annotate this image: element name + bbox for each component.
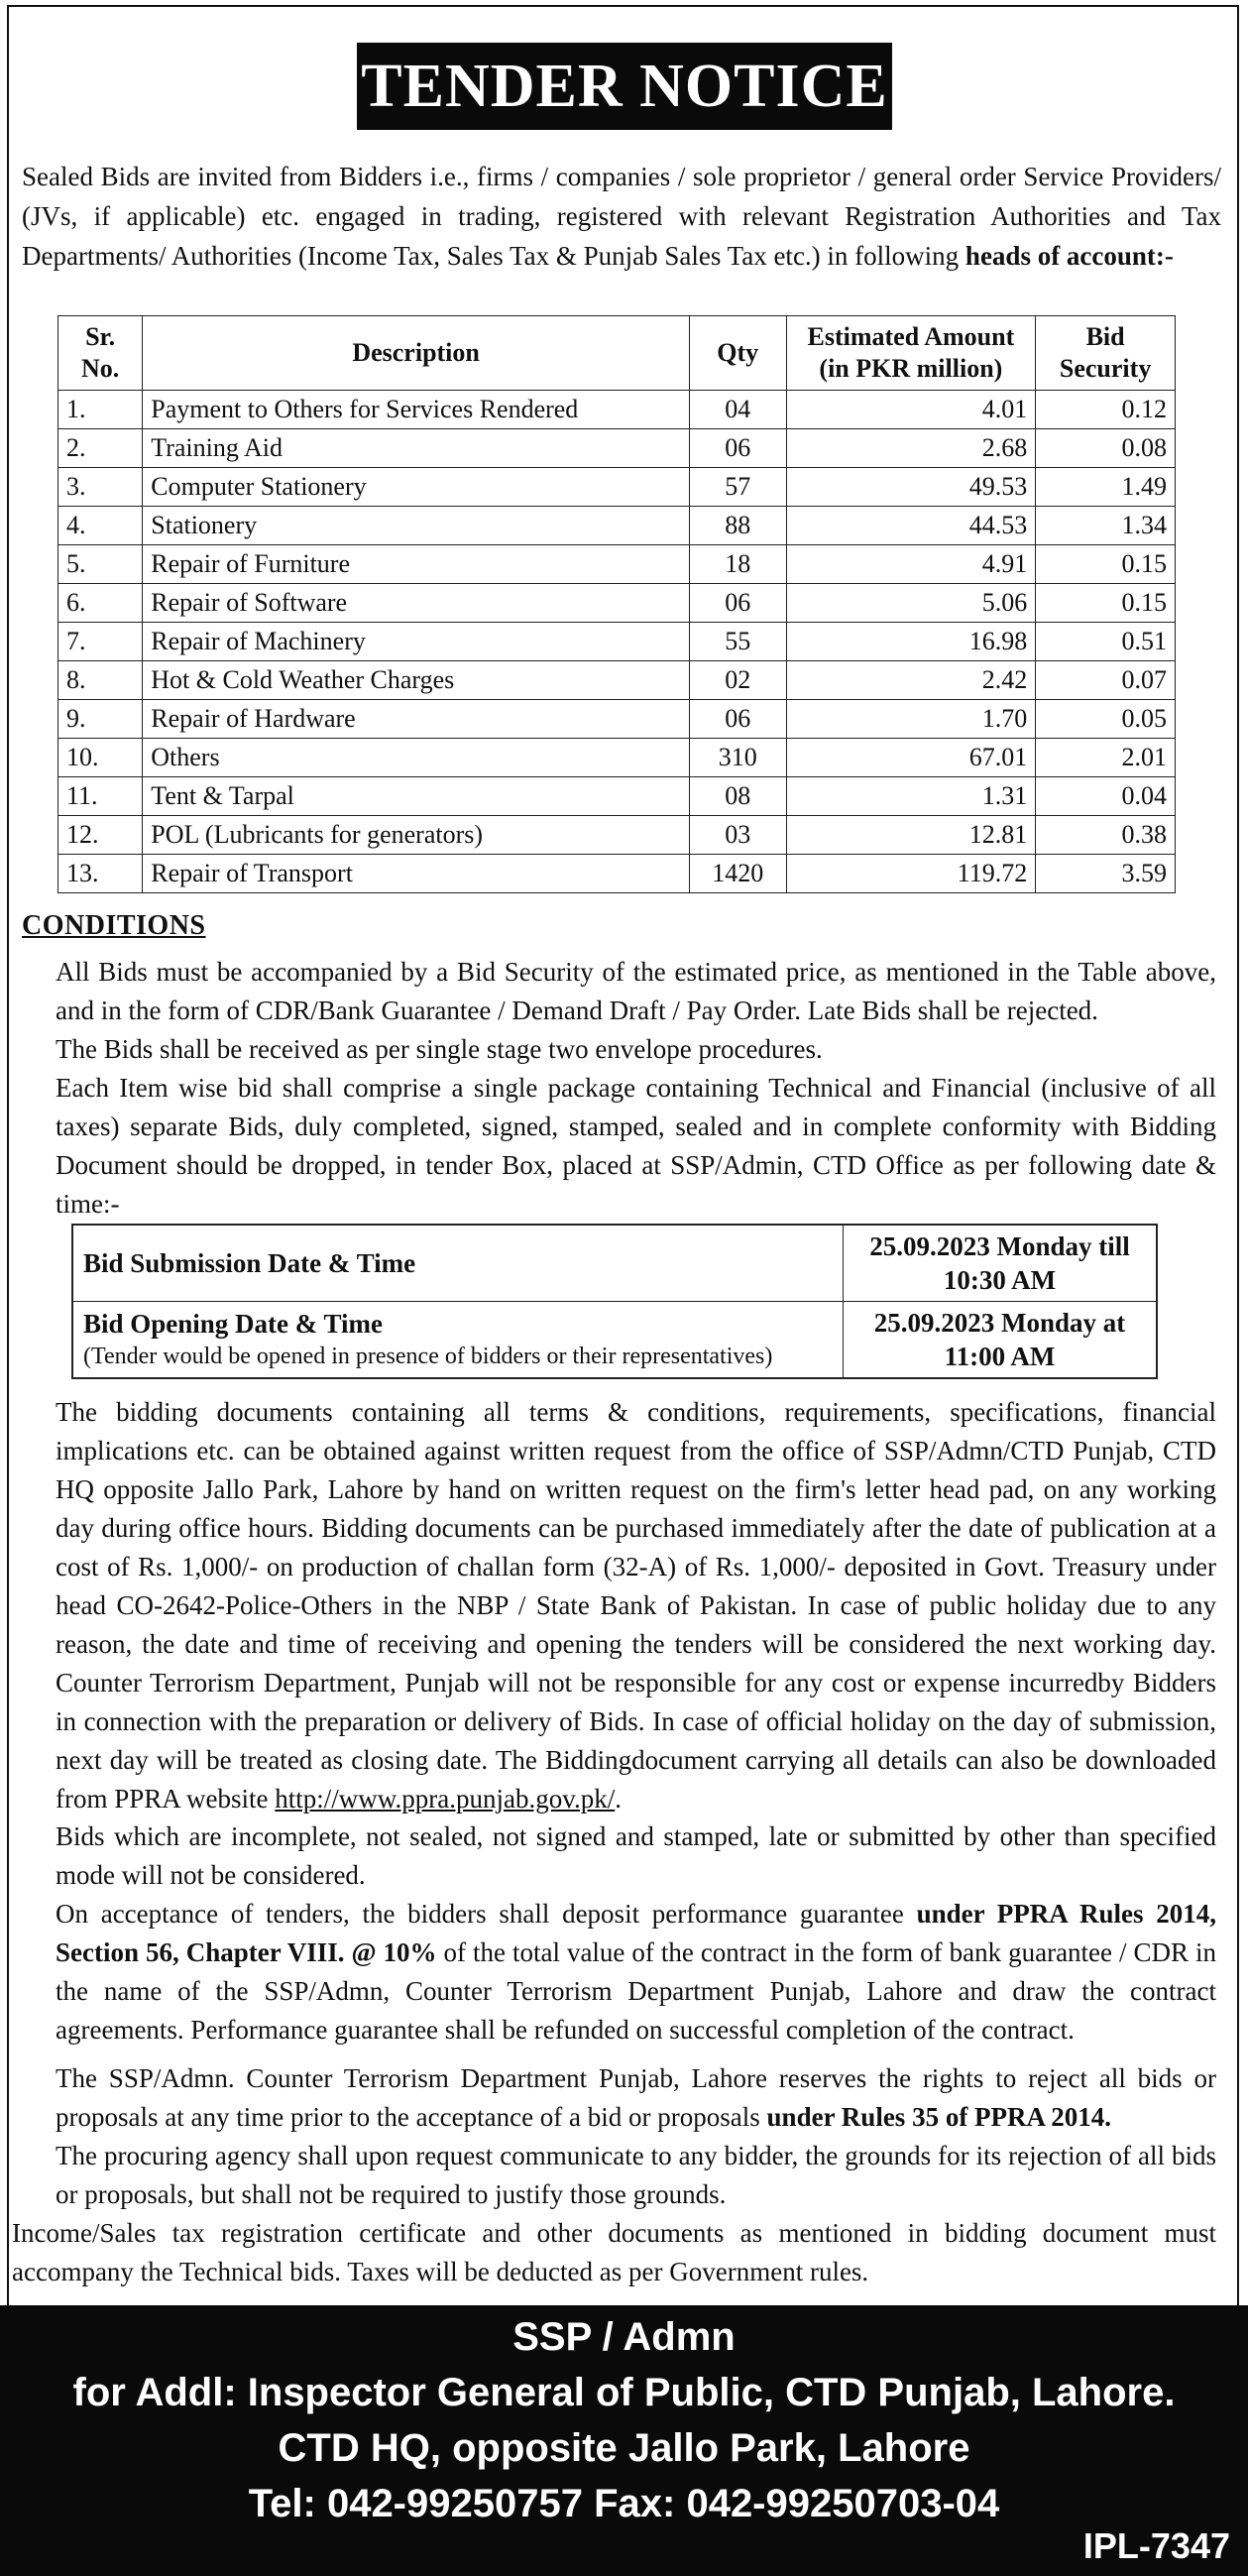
row-bid-security: 0.05 — [1036, 700, 1176, 739]
row-estimated-amount: 44.53 — [786, 507, 1036, 545]
row-bid-security: 1.49 — [1036, 468, 1176, 507]
row-bid-security: 1.34 — [1036, 507, 1176, 545]
sub-clause-1: The SSP/Admn. Counter Terrorism Department Punjab, Lahore reserves the rights to reject all bids or proposals at any time prior to the acceptance of a bid or proposals under Rules 35 of PPRA 2014. — [56, 2063, 1216, 2132]
row-estimated-amount: 4.01 — [786, 391, 1036, 429]
row-description: Payment to Others for Services Rendered — [143, 391, 690, 429]
row-sr: 10. — [58, 739, 143, 777]
clause-10: Each Item wise bid shall comprise a single package containing Technical and Financial (inclusive of all taxes) separate Bids, duly completed, signed, stamped, sealed and in complete conformity with Bidding Document should be dropped, in tender Box, placed at SSP/Admin, CTD Office as per following date & time:- — [56, 1073, 1216, 1219]
header-estimated-amount: Estimated Amount (in PKR million) — [786, 316, 1036, 391]
row-qty: 1420 — [689, 855, 786, 893]
clause-12: Bids which are incomplete, not sealed, not signed and stamped, late or submitted by other than specified mode will not be considered. — [56, 1821, 1216, 1890]
row-sr: 8. — [58, 661, 143, 700]
row-description: Tent & Tarpal — [143, 777, 690, 816]
table-row — [58, 855, 1176, 893]
clause-13: On acceptance of tenders, the bidders shall deposit performance guarantee under PPRA Rules 2014, Section 56, Chapter VIII. @ 10% of the total value of the contract in the form of bank guarantee / CDR in the name of the SSP/Admn, Counter Terrorism Department Punjab, Lahore and draw the contract agreements. Performance guarantee shall be refunded on successful completion of the contract. — [56, 1899, 1216, 2045]
row-bid-security: 0.08 — [1036, 429, 1176, 468]
table-row — [58, 468, 1176, 507]
footer-block — [0, 2305, 1248, 2576]
footer-line-2: for Addl: Inspector General of Public, CTD Punjab, Lahore. — [72, 2371, 1176, 2414]
submission-label: Bid Submission Date & Time — [72, 1225, 844, 1302]
row-qty: 06 — [689, 584, 786, 623]
row-estimated-amount: 5.06 — [786, 584, 1036, 623]
table-row — [58, 391, 1176, 429]
sub-clause-2: The procuring agency shall upon request communicate to any bidder, the grounds for its rejection of all bids or proposals, but shall not be required to justify those grounds. — [56, 2141, 1216, 2209]
row-sr: 7. — [58, 623, 143, 661]
footer-line-1: SSP / Admn — [512, 2315, 736, 2359]
row-qty: 06 — [689, 429, 786, 468]
tender-items-table — [57, 315, 1176, 893]
table-row — [58, 661, 1176, 700]
row-estimated-amount: 2.68 — [786, 429, 1036, 468]
table-row — [58, 584, 1176, 623]
table-row — [58, 777, 1176, 816]
row-estimated-amount: 1.70 — [786, 700, 1036, 739]
clause-11: The bidding documents containing all terms & conditions, requirements, specifications, financial implications etc. can be obtained against written request from the office of SSP/Admn/CTD Punjab, CTD HQ opposite Jallo Park, Lahore by hand on written request on the firm's letter head pad, on any working day during office hours. Bidding documents can be purchased immediately after the date of publication at a cost of Rs. 1,000/- on production of challan form (32-A) of Rs. 1,000/- deposited in Govt. Treasury under head CO-2642-Police-Others in the NBP / State Bank of Pakistan. In case of public holiday due to any reason, the date and time of receiving and opening the tenders will be considered the next working day. Counter Terrorism Department, Punjab will not be responsible for any cost or expense incurredby Bidders in connection with the preparation or delivery of Bids. In case of official holiday on the day of submission, next day will be treated as closing date. The Biddingdocument carrying all details can also be downloaded from PPRA website http://www.ppra.punjab.gov.pk/. — [56, 1397, 1216, 1814]
row-qty: 08 — [689, 777, 786, 816]
row-estimated-amount: 12.81 — [786, 816, 1036, 855]
row-qty: 310 — [689, 739, 786, 777]
row-estimated-amount: 67.01 — [786, 739, 1036, 777]
ipl-code: IPL-7347 — [1082, 2525, 1230, 2566]
row-description: Training Aid — [143, 429, 690, 468]
row-estimated-amount: 16.98 — [786, 623, 1036, 661]
row-bid-security: 0.15 — [1036, 584, 1176, 623]
row-bid-security: 0.15 — [1036, 545, 1176, 584]
intro-bold-tail: heads of account:- — [964, 241, 1174, 271]
row-sr: 9. — [58, 700, 143, 739]
row-description: Repair of Furniture — [143, 545, 690, 584]
header-description: Description — [143, 316, 690, 391]
page-title: TENDER NOTICE — [357, 43, 892, 130]
row-qty: 18 — [689, 545, 786, 584]
row-description: Stationery — [143, 507, 690, 545]
table-row — [58, 429, 1176, 468]
footer-line-4: Tel: 042-99250757 Fax: 042-99250703-04 — [248, 2482, 1000, 2525]
conditions-heading: CONDITIONS — [22, 910, 206, 941]
row-sr: 12. — [58, 816, 143, 855]
opening-value: 25.09.2023 Monday at 11:00 AM — [844, 1302, 1158, 1379]
row-description: Repair of Machinery — [143, 623, 690, 661]
row-description: Hot & Cold Weather Charges — [143, 661, 690, 700]
row-description: Others — [143, 739, 690, 777]
row-qty: 06 — [689, 700, 786, 739]
row-sr: 1. — [58, 391, 143, 429]
row-sr: 5. — [58, 545, 143, 584]
row-qty: 55 — [689, 623, 786, 661]
row-sr: 2. — [58, 429, 143, 468]
table-row — [58, 623, 1176, 661]
row-sr: 13. — [58, 855, 143, 893]
intro-text: Sealed Bids are invited from Bidders i.e., firms / companies / sole proprietor / general order Service Providers/ (JVs, if applicable) etc. engaged in trading, registered with relevant Registration Authorities and Tax Departments/ Authorities (Income Tax, Sales Tax & Punjab Sales Tax etc.) in following — [22, 162, 1221, 271]
table-row — [58, 739, 1176, 777]
row-description: POL (Lubricants for generators) — [143, 816, 690, 855]
row-bid-security: 0.12 — [1036, 391, 1176, 429]
row-qty: 02 — [689, 661, 786, 700]
row-qty: 04 — [689, 391, 786, 429]
intro-paragraph — [22, 157, 1221, 276]
table-row — [58, 507, 1176, 545]
opening-label: Bid Opening Date & Time (Tender would be opened in presence of bidders or their representatives) — [72, 1302, 844, 1379]
tax-note: Income/Sales tax registration certificate and other documents as mentioned in bidding document must accompany the Technical bids. Taxes will be deducted as per Government rules. — [12, 2218, 1216, 2286]
table-row — [58, 816, 1176, 855]
row-qty: 88 — [689, 507, 786, 545]
header-qty: Qty — [689, 316, 786, 391]
row-sr: 6. — [58, 584, 143, 623]
header-sr: Sr. No. — [58, 316, 143, 391]
row-estimated-amount: 119.72 — [786, 855, 1036, 893]
clause-8: All Bids must be accompanied by a Bid Security of the estimated price, as mentioned in the Table above, and in the form of CDR/Bank Guarantee / Demand Draft / Pay Order. Late Bids shall be rejected. — [56, 957, 1216, 1025]
row-sr: 11. — [58, 777, 143, 816]
table-row — [58, 700, 1176, 739]
dates-table — [71, 1224, 1158, 1379]
row-bid-security: 2.01 — [1036, 739, 1176, 777]
table-body — [58, 391, 1176, 893]
row-description: Repair of Hardware — [143, 700, 690, 739]
table-row — [58, 545, 1176, 584]
row-estimated-amount: 1.31 — [786, 777, 1036, 816]
row-estimated-amount: 2.42 — [786, 661, 1036, 700]
footer-line-3: CTD HQ, opposite Jallo Park, Lahore — [278, 2426, 970, 2470]
row-bid-security: 0.07 — [1036, 661, 1176, 700]
row-description: Repair of Software — [143, 584, 690, 623]
row-qty: 03 — [689, 816, 786, 855]
table-header-row — [58, 316, 1176, 391]
row-qty: 57 — [689, 468, 786, 507]
clause-9: The Bids shall be received as per single stage two envelope procedures. — [56, 1034, 823, 1064]
row-sr: 4. — [58, 507, 143, 545]
row-bid-security: 0.51 — [1036, 623, 1176, 661]
submission-row — [72, 1225, 1157, 1302]
row-sr: 3. — [58, 468, 143, 507]
row-estimated-amount: 4.91 — [786, 545, 1036, 584]
row-description: Computer Stationery — [143, 468, 690, 507]
row-estimated-amount: 49.53 — [786, 468, 1036, 507]
row-description: Repair of Transport — [143, 855, 690, 893]
ppra-website-link[interactable]: http://www.ppra.punjab.gov.pk/ — [275, 1784, 616, 1814]
row-bid-security: 3.59 — [1036, 855, 1176, 893]
row-bid-security: 0.38 — [1036, 816, 1176, 855]
submission-value: 25.09.2023 Monday till 10:30 AM — [844, 1225, 1158, 1302]
row-bid-security: 0.04 — [1036, 777, 1176, 816]
header-bid-security: Bid Security — [1036, 316, 1176, 391]
opening-row — [72, 1302, 1157, 1379]
